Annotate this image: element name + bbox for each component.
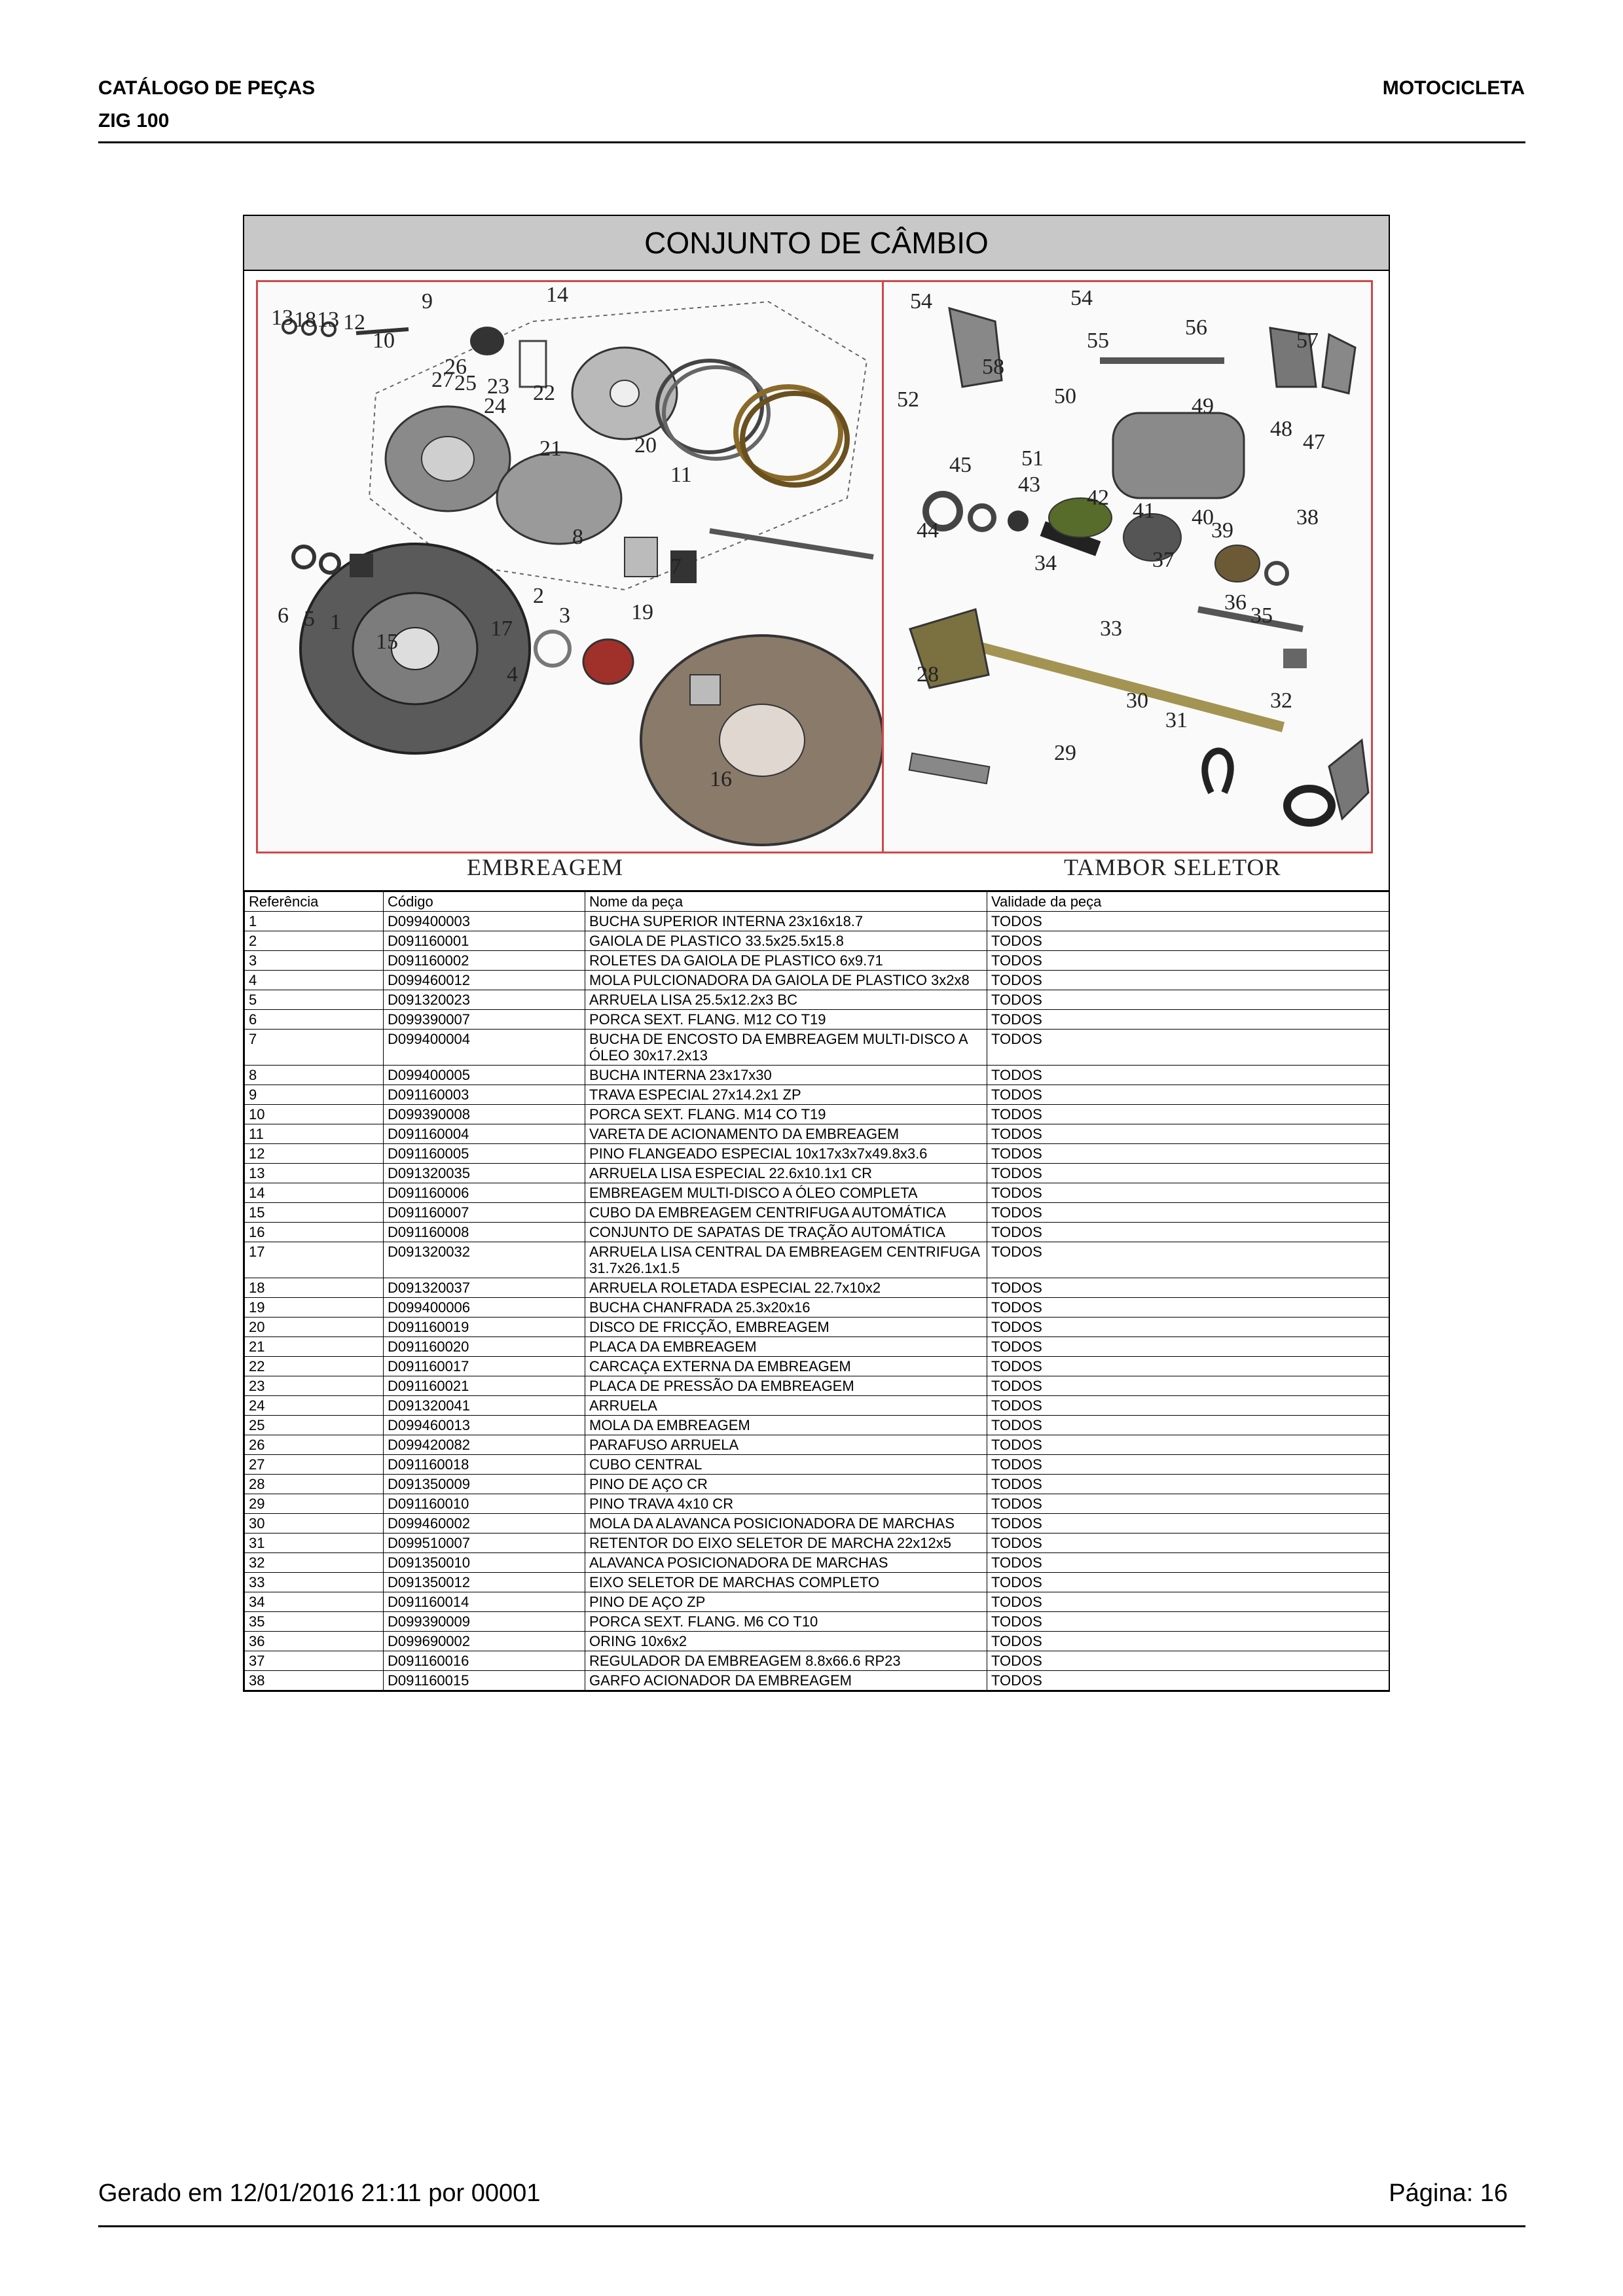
cell-reference: 23: [245, 1376, 384, 1396]
table-row: [245, 1357, 1389, 1376]
part-callout: 2: [533, 584, 544, 608]
part-callout: 51: [1021, 446, 1044, 471]
cell-part-name: BUCHA CHANFRADA 25.3x20x16: [585, 1298, 987, 1318]
part-callout: 34: [1034, 551, 1057, 575]
part-callout: 52: [897, 387, 919, 412]
table-row: [245, 1183, 1389, 1203]
cell-part-name: CUBO DA EMBREAGEM CENTRIFUGA AUTOMÁTICA: [585, 1203, 987, 1223]
cell-validity: TODOS: [987, 1010, 1389, 1030]
table-row: [245, 1144, 1389, 1164]
cell-validity: TODOS: [987, 1203, 1389, 1223]
cell-code: D091160006: [384, 1183, 585, 1203]
cell-code: D099400006: [384, 1298, 585, 1318]
cell-reference: 36: [245, 1632, 384, 1651]
cell-validity: TODOS: [987, 1651, 1389, 1671]
cell-validity: TODOS: [987, 1242, 1389, 1278]
cell-reference: 21: [245, 1337, 384, 1357]
part-callout: 19: [631, 600, 653, 624]
cell-validity: TODOS: [987, 1278, 1389, 1298]
part-callout: 10: [373, 329, 395, 353]
table-row: [245, 1242, 1389, 1278]
footer-divider: [98, 2225, 1525, 2227]
page-number: Página: 16: [1389, 2179, 1508, 2207]
cell-code: D091160015: [384, 1671, 585, 1691]
cell-validity: TODOS: [987, 1592, 1389, 1612]
cell-code: D091160020: [384, 1337, 585, 1357]
cell-validity: TODOS: [987, 1612, 1389, 1632]
cell-reference: 12: [245, 1144, 384, 1164]
table-row: [245, 1010, 1389, 1030]
cell-part-name: DISCO DE FRICÇÃO, EMBREAGEM: [585, 1318, 987, 1337]
cell-validity: TODOS: [987, 1144, 1389, 1164]
cell-part-name: BUCHA DE ENCOSTO DA EMBREAGEM MULTI-DISCO A ÓLEO 30x17.2x13: [585, 1030, 987, 1066]
part-callout: 11: [670, 463, 692, 487]
table-row: [245, 1030, 1389, 1066]
cell-validity: TODOS: [987, 951, 1389, 971]
cell-validity: TODOS: [987, 1514, 1389, 1534]
cell-code: D091320041: [384, 1396, 585, 1416]
cell-part-name: CUBO CENTRAL: [585, 1455, 987, 1475]
table-row: [245, 1066, 1389, 1085]
table-row: [245, 1435, 1389, 1455]
cell-reference: 18: [245, 1278, 384, 1298]
cell-validity: TODOS: [987, 1357, 1389, 1376]
vehicle-type: MOTOCICLETA: [1382, 77, 1525, 99]
part-callout: 3: [559, 603, 570, 628]
cell-part-name: ARRUELA LISA CENTRAL DA EMBREAGEM CENTRIFUGA 31.7x26.1x1.5: [585, 1242, 987, 1278]
cell-part-name: PORCA SEXT. FLANG. M14 CO T19: [585, 1105, 987, 1124]
cell-validity: TODOS: [987, 1105, 1389, 1124]
cell-code: D091160004: [384, 1124, 585, 1144]
cell-reference: 38: [245, 1671, 384, 1691]
table-row: [245, 931, 1389, 951]
cell-code: D091320032: [384, 1242, 585, 1278]
table-row: [245, 1612, 1389, 1632]
cell-part-name: PORCA SEXT. FLANG. M6 CO T10: [585, 1612, 987, 1632]
cell-part-name: GARFO ACIONADOR DA EMBREAGEM: [585, 1671, 987, 1691]
table-row: [245, 1573, 1389, 1592]
part-callout: 20: [634, 433, 657, 457]
cell-part-name: GAIOLA DE PLASTICO 33.5x25.5x15.8: [585, 931, 987, 951]
table-row: [245, 971, 1389, 990]
cell-validity: TODOS: [987, 1435, 1389, 1455]
part-callout: 57: [1296, 329, 1319, 353]
cell-validity: TODOS: [987, 1475, 1389, 1494]
table-row: [245, 951, 1389, 971]
cell-part-name: PLACA DA EMBREAGEM: [585, 1337, 987, 1357]
part-callout: 8: [572, 525, 583, 549]
part-callout: 36: [1224, 590, 1247, 615]
cell-part-name: EMBREAGEM MULTI-DISCO A ÓLEO COMPLETA: [585, 1183, 987, 1203]
table-row: [245, 1203, 1389, 1223]
cell-validity: TODOS: [987, 1553, 1389, 1573]
cell-reference: 8: [245, 1066, 384, 1085]
cell-part-name: PLACA DE PRESSÃO DA EMBREAGEM: [585, 1376, 987, 1396]
parts-table: [244, 891, 1389, 1691]
cell-code: D091160003: [384, 1085, 585, 1105]
cell-code: D091160002: [384, 951, 585, 971]
part-callout: 21: [539, 437, 562, 461]
clutch-caption: EMBREAGEM: [467, 854, 624, 880]
cell-part-name: ALAVANCA POSICIONADORA DE MARCHAS: [585, 1553, 987, 1573]
cell-validity: TODOS: [987, 1494, 1389, 1514]
section-title: CONJUNTO DE CÂMBIO: [244, 216, 1389, 271]
cell-part-name: ARRUELA ROLETADA ESPECIAL 22.7x10x2: [585, 1278, 987, 1298]
part-callout: 42: [1087, 486, 1109, 510]
cell-code: D091160019: [384, 1318, 585, 1337]
part-callout: 31: [1165, 708, 1188, 732]
cell-part-name: REGULADOR DA EMBREAGEM 8.8x66.6 RP23: [585, 1651, 987, 1671]
generated-info: Gerado em 12/01/2016 21:11 por 00001: [98, 2179, 541, 2207]
header-validity: Validade da peça: [987, 892, 1389, 912]
cell-reference: 19: [245, 1298, 384, 1318]
cell-validity: TODOS: [987, 1183, 1389, 1203]
cell-code: D091350010: [384, 1553, 585, 1573]
part-callout: 54: [910, 289, 932, 314]
part-callout: 48: [1270, 417, 1292, 441]
cell-code: D099390009: [384, 1612, 585, 1632]
part-callout: 58: [982, 355, 1004, 379]
shift-drum-diagram-panel: [882, 280, 1373, 853]
cell-validity: TODOS: [987, 1376, 1389, 1396]
cell-reference: 32: [245, 1553, 384, 1573]
cell-part-name: ARRUELA LISA ESPECIAL 22.6x10.1x1 CR: [585, 1164, 987, 1183]
part-callout: 25: [454, 371, 477, 395]
cell-code: D091160018: [384, 1455, 585, 1475]
cell-reference: 35: [245, 1612, 384, 1632]
part-callout: 9: [422, 289, 433, 314]
cell-part-name: PINO FLANGEADO ESPECIAL 10x17x3x7x49.8x3.6: [585, 1144, 987, 1164]
cell-validity: TODOS: [987, 1085, 1389, 1105]
cell-code: D091160007: [384, 1203, 585, 1223]
cell-validity: TODOS: [987, 1318, 1389, 1337]
cell-reference: 31: [245, 1534, 384, 1553]
cell-validity: TODOS: [987, 1416, 1389, 1435]
cell-reference: 37: [245, 1651, 384, 1671]
cell-code: D091160010: [384, 1494, 585, 1514]
cell-part-name: MOLA DA EMBREAGEM: [585, 1416, 987, 1435]
table-row: [245, 1124, 1389, 1144]
table-row: [245, 1553, 1389, 1573]
cell-validity: TODOS: [987, 990, 1389, 1010]
part-callout: 29: [1054, 741, 1076, 765]
table-row: [245, 1318, 1389, 1337]
part-callout: 13: [317, 308, 339, 332]
header-reference: Referência: [245, 892, 384, 912]
table-row: [245, 1534, 1389, 1553]
part-callout: 28: [917, 662, 939, 687]
cell-reference: 7: [245, 1030, 384, 1066]
cell-validity: TODOS: [987, 931, 1389, 951]
cell-code: D091160016: [384, 1651, 585, 1671]
part-callout: 13: [271, 306, 293, 330]
cell-reference: 29: [245, 1494, 384, 1514]
part-callout: 55: [1087, 329, 1109, 353]
exploded-diagram: [244, 271, 1389, 891]
cell-code: D099390008: [384, 1105, 585, 1124]
part-callout: 7: [670, 554, 682, 579]
cell-part-name: ROLETES DA GAIOLA DE PLASTICO 6x9.71: [585, 951, 987, 971]
cell-reference: 17: [245, 1242, 384, 1278]
cell-part-name: PORCA SEXT. FLANG. M12 CO T19: [585, 1010, 987, 1030]
part-callout: 14: [546, 283, 568, 307]
cell-reference: 15: [245, 1203, 384, 1223]
cell-validity: TODOS: [987, 1573, 1389, 1592]
part-callout: 27: [431, 368, 454, 392]
cell-part-name: ORING 10x6x2: [585, 1632, 987, 1651]
header-part-name: Nome da peça: [585, 892, 987, 912]
cell-part-name: EIXO SELETOR DE MARCHAS COMPLETO: [585, 1573, 987, 1592]
cell-validity: TODOS: [987, 1298, 1389, 1318]
cell-reference: 3: [245, 951, 384, 971]
part-callout: 38: [1296, 505, 1319, 529]
table-row: [245, 1223, 1389, 1242]
cell-validity: TODOS: [987, 1534, 1389, 1553]
part-callout: 39: [1211, 518, 1233, 543]
header-code: Código: [384, 892, 585, 912]
table-row: [245, 912, 1389, 931]
cell-reference: 30: [245, 1514, 384, 1534]
cell-reference: 1: [245, 912, 384, 931]
table-row: [245, 1475, 1389, 1494]
part-callout: 45: [949, 453, 972, 477]
part-callout: 4: [507, 662, 518, 687]
part-callout: 54: [1070, 286, 1093, 310]
cell-code: D099460002: [384, 1514, 585, 1534]
cell-part-name: MOLA DA ALAVANCA POSICIONADORA DE MARCHAS: [585, 1514, 987, 1534]
cell-code: D099460013: [384, 1416, 585, 1435]
cell-validity: TODOS: [987, 1632, 1389, 1651]
table-row: [245, 1455, 1389, 1475]
cell-reference: 13: [245, 1164, 384, 1183]
cell-part-name: BUCHA SUPERIOR INTERNA 23x16x18.7: [585, 912, 987, 931]
part-callout: 16: [710, 767, 732, 791]
cell-reference: 24: [245, 1396, 384, 1416]
cell-part-name: ARRUELA LISA 25.5x12.2x3 BC: [585, 990, 987, 1010]
cell-reference: 22: [245, 1357, 384, 1376]
cell-validity: TODOS: [987, 1124, 1389, 1144]
table-row: [245, 1396, 1389, 1416]
part-callout: 18: [294, 308, 316, 332]
cell-reference: 10: [245, 1105, 384, 1124]
cell-reference: 11: [245, 1124, 384, 1144]
table-row: [245, 990, 1389, 1010]
part-callout: 24: [484, 394, 506, 418]
cell-reference: 6: [245, 1010, 384, 1030]
cell-validity: TODOS: [987, 912, 1389, 931]
shift-drum-caption: TAMBOR SELETOR: [1064, 854, 1281, 880]
cell-code: D091350012: [384, 1573, 585, 1592]
table-row: [245, 1164, 1389, 1183]
cell-part-name: MOLA PULCIONADORA DA GAIOLA DE PLASTICO 3x2x8: [585, 971, 987, 990]
cell-reference: 2: [245, 931, 384, 951]
cell-code: D091160005: [384, 1144, 585, 1164]
table-row: [245, 1105, 1389, 1124]
cell-code: D091160001: [384, 931, 585, 951]
part-callout: 6: [278, 603, 289, 628]
cell-part-name: PARAFUSO ARRUELA: [585, 1435, 987, 1455]
part-callout: 35: [1250, 603, 1273, 628]
cell-validity: TODOS: [987, 1030, 1389, 1066]
table-row: [245, 1651, 1389, 1671]
header-divider: [98, 141, 1525, 143]
table-row: [245, 1592, 1389, 1612]
cell-reference: 28: [245, 1475, 384, 1494]
table-row: [245, 1514, 1389, 1534]
part-callout: 1: [330, 610, 341, 634]
shift-drum-exploded-view: [884, 282, 1371, 852]
cell-reference: 4: [245, 971, 384, 990]
section-box: [243, 215, 1390, 1692]
cell-part-name: PINO DE AÇO ZP: [585, 1592, 987, 1612]
table-row: [245, 1376, 1389, 1396]
parts-table-body: [245, 912, 1389, 1691]
cell-reference: 26: [245, 1435, 384, 1455]
part-callout: 41: [1133, 499, 1155, 523]
cell-reference: 34: [245, 1592, 384, 1612]
cell-code: D099400004: [384, 1030, 585, 1066]
cell-reference: 25: [245, 1416, 384, 1435]
cell-code: D099400003: [384, 912, 585, 931]
parts-table-header: [245, 892, 1389, 912]
cell-code: D099690002: [384, 1632, 585, 1651]
cell-reference: 27: [245, 1455, 384, 1475]
cell-reference: 20: [245, 1318, 384, 1337]
catalog-title: CATÁLOGO DE PEÇAS: [98, 77, 316, 99]
cell-part-name: CONJUNTO DE SAPATAS DE TRAÇÃO AUTOMÁTICA: [585, 1223, 987, 1242]
part-callout: 26: [445, 355, 467, 379]
cell-validity: TODOS: [987, 971, 1389, 990]
cell-code: D091320023: [384, 990, 585, 1010]
part-callout: 30: [1126, 689, 1148, 713]
cell-code: D099460012: [384, 971, 585, 990]
cell-code: D099420082: [384, 1435, 585, 1455]
part-callout: 37: [1152, 548, 1175, 572]
cell-validity: TODOS: [987, 1337, 1389, 1357]
clutch-exploded-view: [258, 282, 886, 852]
cell-part-name: CARCAÇA EXTERNA DA EMBREAGEM: [585, 1357, 987, 1376]
part-callout: 40: [1192, 505, 1214, 529]
table-row: [245, 1416, 1389, 1435]
part-callout: 12: [343, 310, 365, 334]
cell-reference: 5: [245, 990, 384, 1010]
cell-code: D091160008: [384, 1223, 585, 1242]
cell-code: D099390007: [384, 1010, 585, 1030]
cell-reference: 9: [245, 1085, 384, 1105]
cell-validity: TODOS: [987, 1223, 1389, 1242]
cell-code: D091350009: [384, 1475, 585, 1494]
table-row: [245, 1085, 1389, 1105]
part-callout: 50: [1054, 384, 1076, 408]
cell-validity: TODOS: [987, 1455, 1389, 1475]
cell-validity: TODOS: [987, 1164, 1389, 1183]
table-row: [245, 1337, 1389, 1357]
part-callout: 43: [1018, 473, 1040, 497]
cell-part-name: BUCHA INTERNA 23x17x30: [585, 1066, 987, 1085]
cell-code: D091160014: [384, 1592, 585, 1612]
cell-code: D099510007: [384, 1534, 585, 1553]
part-callout: 49: [1192, 394, 1214, 418]
cell-part-name: ARRUELA: [585, 1396, 987, 1416]
table-row: [245, 1298, 1389, 1318]
part-callout: 56: [1185, 315, 1207, 340]
cell-code: D091320035: [384, 1164, 585, 1183]
cell-part-name: RETENTOR DO EIXO SELETOR DE MARCHA 22x12x5: [585, 1534, 987, 1553]
cell-part-name: PINO DE AÇO CR: [585, 1475, 987, 1494]
cell-part-name: PINO TRAVA 4x10 CR: [585, 1494, 987, 1514]
cell-validity: TODOS: [987, 1671, 1389, 1691]
cell-reference: 33: [245, 1573, 384, 1592]
part-callout: 47: [1303, 430, 1325, 454]
part-callout: 17: [490, 617, 513, 641]
part-callout: 44: [917, 518, 939, 543]
clutch-diagram-panel: [256, 280, 888, 853]
cell-code: D091160017: [384, 1357, 585, 1376]
part-callout: 33: [1100, 617, 1122, 641]
part-callout: 32: [1270, 689, 1292, 713]
cell-code: D099400005: [384, 1066, 585, 1085]
table-row: [245, 1671, 1389, 1691]
model-name: ZIG 100: [98, 110, 170, 132]
cell-code: D091320037: [384, 1278, 585, 1298]
cell-part-name: VARETA DE ACIONAMENTO DA EMBREAGEM: [585, 1124, 987, 1144]
part-callout: 23: [487, 374, 509, 399]
part-callout: 22: [533, 381, 555, 405]
cell-reference: 14: [245, 1183, 384, 1203]
cell-validity: TODOS: [987, 1396, 1389, 1416]
cell-validity: TODOS: [987, 1066, 1389, 1085]
cell-part-name: TRAVA ESPECIAL 27x14.2x1 ZP: [585, 1085, 987, 1105]
table-row: [245, 1278, 1389, 1298]
part-callout: 15: [376, 630, 398, 654]
cell-code: D091160021: [384, 1376, 585, 1396]
table-row: [245, 1494, 1389, 1514]
cell-reference: 16: [245, 1223, 384, 1242]
part-callout: 5: [304, 607, 315, 631]
table-row: [245, 1632, 1389, 1651]
